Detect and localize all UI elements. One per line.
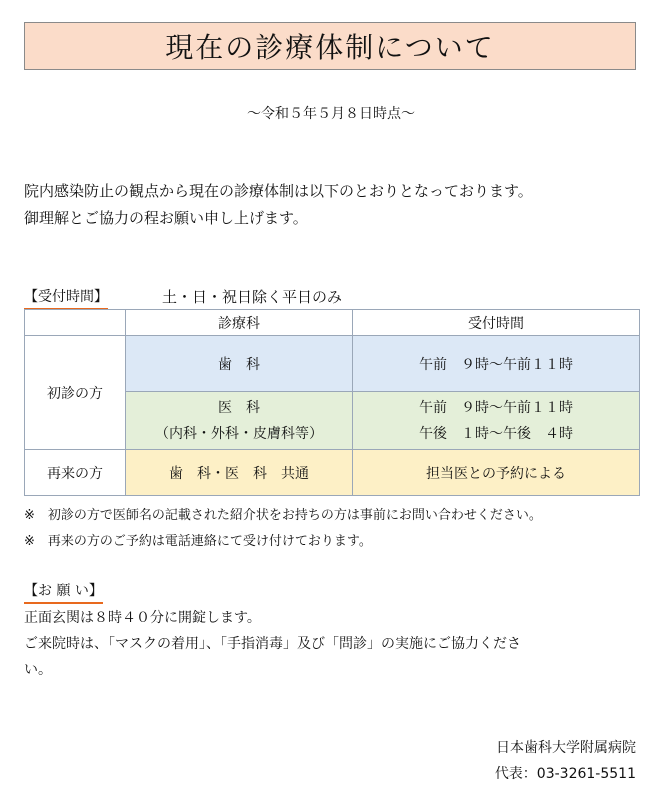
request-heading: 【お 願 い】 xyxy=(24,580,103,604)
return-visit-label: 再来の方 xyxy=(25,450,126,496)
page-title: 現在の診療体制について xyxy=(24,22,636,70)
table-header-time: 受付時間 xyxy=(353,310,640,336)
table-row xyxy=(25,450,640,496)
intro-text xyxy=(24,178,533,232)
request-line: 正面玄関は８時４０分に開錠します。 xyxy=(24,610,261,626)
dental-dept-cell: 歯 科 xyxy=(126,336,353,392)
medical-time-line: 午後 １時～午後 ４時 xyxy=(419,425,573,442)
reception-note-referral: ※ 初診の方で医師名の記載された紹介状をお持ちの方は事前にお問い合わせください。 xyxy=(24,508,542,523)
request-line: い。 xyxy=(24,662,52,678)
phone-number: 代表：03-3261-5511 xyxy=(494,766,636,782)
first-visit-label: 初診の方 xyxy=(25,336,126,450)
hospital-name: 日本歯科大学附属病院 xyxy=(496,740,636,756)
reception-heading: 【受付時間】 xyxy=(24,286,108,310)
table-row xyxy=(25,336,640,392)
return-dept-cell: 歯 科・医 科 共通 xyxy=(126,450,353,496)
medical-time-line: 午前 ９時～午前１１時 xyxy=(419,399,573,416)
reception-hours-table xyxy=(24,309,640,496)
date-line: ～令和５年５月８日時点～ xyxy=(247,106,415,122)
intro-line: 院内感染防止の観点から現在の診療体制は以下のとおりとなっております。 xyxy=(24,182,533,200)
table-header-dept: 診療科 xyxy=(126,310,353,336)
medical-dept-cell xyxy=(126,392,353,450)
return-time-cell: 担当医との予約による xyxy=(353,450,640,496)
dental-time-cell: 午前 ９時～午前１１時 xyxy=(353,336,640,392)
medical-dept-line: 医 科 xyxy=(218,399,260,416)
table-header-row xyxy=(25,310,640,336)
medical-dept-line: （内科・外科・皮膚科等） xyxy=(155,425,323,442)
request-text xyxy=(24,605,644,683)
intro-line: 御理解とご協力の程お願い申し上げます。 xyxy=(24,209,308,227)
reception-days-note: 土・日・祝日除く平日のみ xyxy=(162,288,343,306)
medical-time-cell xyxy=(353,392,640,450)
request-line: ご来院時は、「マスクの着用」、「手指消毒」及び「問診」の実施にご協力くださ xyxy=(24,636,521,652)
table-header-blank xyxy=(25,310,126,336)
reception-note-appointment: ※ 再来の方のご予約は電話連絡にて受け付けております。 xyxy=(24,534,372,549)
